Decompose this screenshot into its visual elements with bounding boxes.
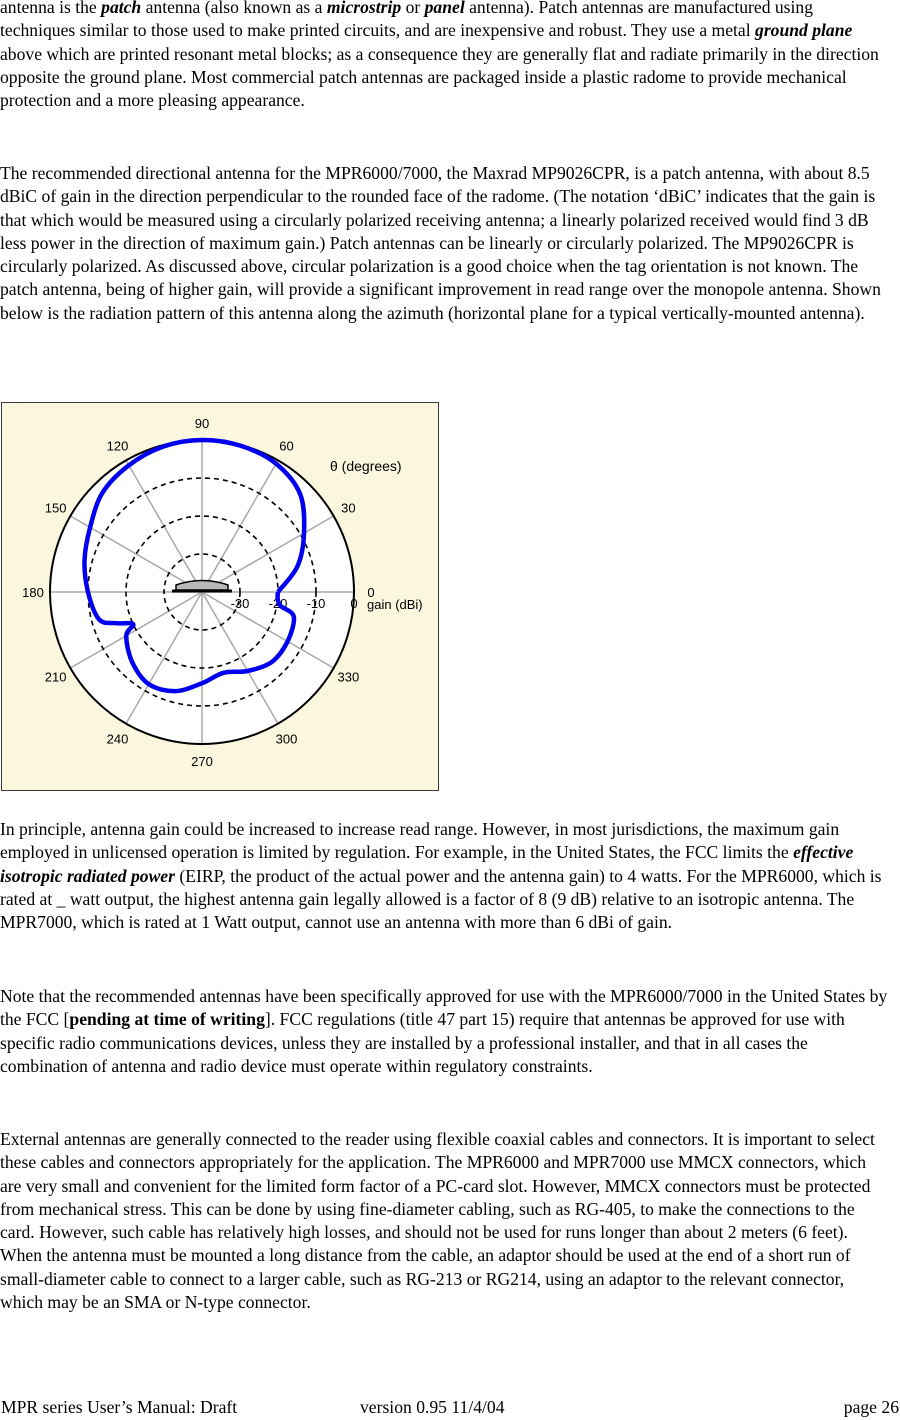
term-panel: panel	[424, 0, 465, 17]
radial-label--20: -20	[268, 596, 288, 611]
radial-label-0: 0	[350, 596, 358, 611]
term-microstrip: microstrip	[326, 0, 402, 17]
gain-axis-title: gain (dBi)	[367, 597, 423, 612]
angle-label-30: 30	[341, 500, 356, 516]
theta-axis-title: θ (degrees)	[330, 458, 402, 474]
paragraph-cables-connectors: External antennas are generally connected to the reader using flexible coaxial cables and connectors. It is important to select these cables and connectors appropriately for the application. The MPR6000 and MPR7000 use MMCX connectors, which are very small and convenient for the limited form factor of a PC-card slot. However, MMCX connectors must be protected from mechanical stress. This can be done by using fine-diameter cabling, such as RG-405, to make the connections to the card. However, such cable has relatively high losses, and should not be used for runs longer than about 2 meters (6 feet). When the antenna must be mounted a long distance from the cable, an adaptor should be used at the end of a short run of small-diameter cable to connect to a larger cable, such as RG-213 or RG214, using an adaptor to the relevant connector, which may be an SMA or N-type connector.	[0, 1129, 875, 1313]
paragraph-fcc-approval: Note that the recommended antennas have been specifically approved for use with the MPR6000/7000 in the United States by the FCC [pending at time of writing]. FCC regulations (title 47 part 15) require that antennas be approved for use with specific radio communications devices, unless they are installed by a professional installer, and that in all cases the combination of antenna and radio device must operate within regulatory constraints.	[0, 986, 888, 1076]
angle-label-180: 180	[22, 585, 44, 600]
angle-label-330: 330	[337, 669, 360, 685]
angle-label-120: 120	[106, 438, 129, 454]
radial-label--30: -30	[230, 596, 250, 611]
footer-manual-title: MPR series User’s Manual: Draft	[1, 1397, 238, 1417]
angle-label-0: 0	[367, 585, 375, 600]
term-patch: patch	[101, 0, 142, 17]
angle-label-210: 210	[44, 669, 67, 685]
pending-note: pending at time of writing	[69, 1009, 265, 1030]
angle-label-300: 300	[275, 731, 298, 747]
angle-label-150: 150	[44, 500, 67, 516]
paragraph-recommended-antenna: The recommended directional antenna for the MPR6000/7000, the Maxrad MP9026CPR, is a patch antenna, with about 8.5 dBiC of gain in the direction perpendicular to the rounded face of the radome. (The notation ‘dBiC’ indicates that the gain is that which would be measured using a circularly polarized receiving antenna; a linearly polarized received would find 3 dB less power in the direction of maximum gain.) Patch antennas can be linearly or circularly polarized. The MP9026CPR is circularly polarized. As discussed above, circular polarization is a good choice when the tag orientation is not known. The patch antenna, being of higher gain, will provide a significant improvement in read range over the monopole antenna. Shown below is the radiation pattern of this antenna along the azimuth (horizontal plane for a typical vertically-mounted antenna).	[0, 163, 881, 323]
angle-label-240: 240	[106, 731, 129, 747]
angle-label-90: 90	[194, 416, 210, 431]
polar-chart	[2, 403, 438, 789]
term-ground-plane: ground plane	[755, 20, 853, 41]
radiation-pattern-figure	[1, 402, 439, 791]
term-eirp: effective isotropic radiated power	[0, 842, 854, 886]
footer-version: version 0.95 11/4/04	[360, 1397, 505, 1417]
footer-page-number: page 26	[843, 1397, 899, 1417]
angle-label-270: 270	[191, 754, 213, 769]
paragraph-antenna-gain: In principle, antenna gain could be increased to increase read range. However, in most jurisdictions, the maximum gain employed in unlicensed operation is limited by regulation. For example, in the United States, the FCC limits the effective isotropic radiated power (EIRP, the product of the actual power and the antenna gain) to 4 watts. For the MPR6000, which is rated at _ watt output, the highest antenna gain legally allowed is a factor of 8 (9 dB) relative to an isotropic antenna. The MPR7000, which is rated at 1 Watt output, cannot use an antenna with more than 6 dBi of gain.	[0, 819, 882, 933]
angle-label-60: 60	[279, 438, 294, 454]
radial-label--10: -10	[306, 596, 326, 611]
page-footer	[0, 1396, 900, 1420]
paragraph-patch-antenna: antenna is the patch antenna (also known as a microstrip or panel antenna). Patch antennas are manufactured using techniques similar to those used to make printed circuits, and are inexpensive and robust. They use a metal ground plane above which are printed resonant metal blocks; as a consequence they are generally flat and radiate primarily in the direction opposite the ground plane. Most commercial patch antennas are packaged inside a plastic radome to provide mechanical protection and a more pleasing appearance.	[0, 0, 888, 112]
